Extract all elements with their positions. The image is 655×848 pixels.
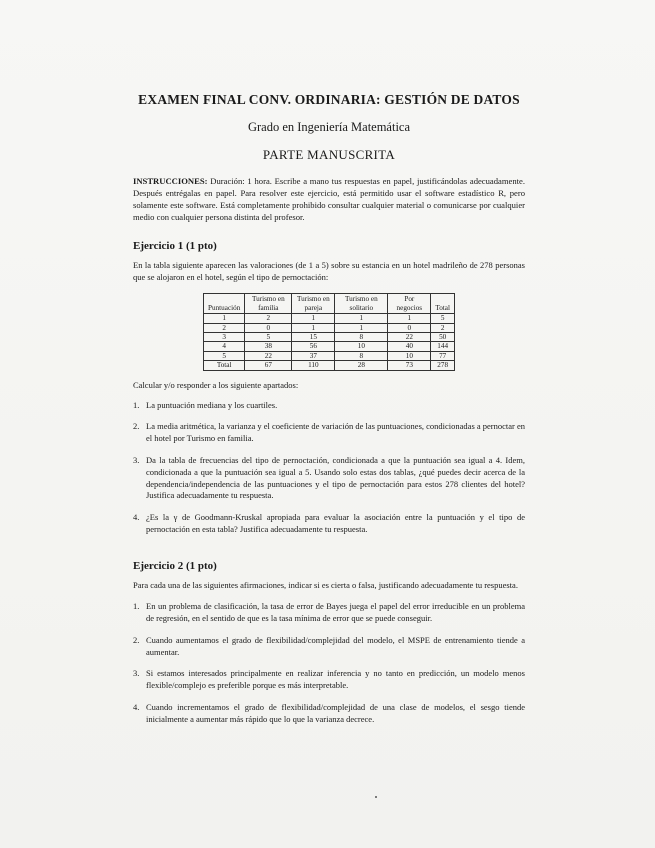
item-text: La media aritmética, la varianza y el coeficiente de variación de las puntuaciones, condicionadas a pernoctar en el hotel por Turismo en familia. [146, 421, 526, 444]
table-total-row [203, 361, 454, 370]
exercise-2-title: Ejercicio 2 (1 pto) [133, 559, 217, 572]
table-cell: 278 [431, 361, 455, 370]
table-cell: 1 [203, 314, 244, 323]
table-cell: 1 [335, 314, 388, 323]
exercise-1-intro: En la tabla siguiente aparecen las valoraciones (de 1 a 5) sobre su estancia en un hotel madrileño de 278 personas que se alojaron en el hotel, según el tipo de pernoctación: [133, 260, 525, 282]
table-cell: 0 [388, 323, 431, 332]
table-cell: 10 [388, 351, 431, 360]
table-cell: 28 [335, 361, 388, 370]
table-cell: 56 [292, 342, 335, 351]
table-cell: 3 [203, 333, 244, 342]
table-cell: 1 [335, 323, 388, 332]
table-cell: 2 [203, 323, 244, 332]
exam-title: EXAMEN FINAL CONV. ORDINARIA: GESTIÓN DE DATOS [138, 92, 520, 107]
table-cell: 8 [335, 333, 388, 342]
instructions [133, 175, 525, 223]
item-number: 1. [133, 399, 140, 410]
item-number: 4. [133, 702, 140, 713]
degree-subtitle: Grado en Ingeniería Matemática [247, 120, 411, 134]
table-cell: 15 [292, 333, 335, 342]
exam-content [133, 92, 525, 726]
list-item [133, 421, 525, 445]
exercise-2-items [133, 601, 525, 725]
item-text: Cuando incrementamos el grado de flexibilidad/complejidad de una clase de modelos, el sesgo tiende inicialmente a aumentar más rápido que lo que la varianza decrece. [146, 702, 525, 724]
list-item [133, 601, 525, 625]
list-item [133, 702, 525, 726]
item-number: 4. [133, 512, 140, 523]
table-cell: 1 [292, 323, 335, 332]
exercise-2-intro: Para cada una de las siguientes afirmaciones, indicar si es cierta o falsa, justificando adecuadamente tu respuesta. [133, 579, 518, 590]
table-header-cell: Turismo en familia [245, 294, 292, 314]
instructions-text: Duración: 1 hora. Escribe a mano tus respuestas en papel, justificándolas adecuadamente. Después entrégalas en papel. Para resolver este ejercicio, está permitido usar el software estadístico R, pero solamente este software. Está completamente prohibido consultar cualquier material o comunicarse por cualquier medio con cualquier persona distinta del profesor. [133, 176, 525, 223]
table-cell: 37 [292, 351, 335, 360]
table-header-cell: Turismo en pareja [292, 294, 335, 314]
list-item [133, 512, 525, 536]
table-row [203, 314, 454, 323]
table-cell: 73 [388, 361, 431, 370]
table-cell: 5 [245, 333, 292, 342]
table-header-row [203, 294, 454, 314]
table-cell: 22 [388, 333, 431, 342]
item-text: Cuando aumentamos el grado de flexibilidad/complejidad del modelo, el MSPE de entrenamiento tiende a aumentar. [146, 634, 525, 657]
item-text: ¿Es la γ de Goodmann-Kruskal apropiada para evaluar la asociación entre la puntuación y el tipo de pernoctación en esta tabla? Justifica adecuadamente tu respuesta. [146, 512, 525, 534]
table-header-cell: Turismo en solitario [335, 294, 388, 314]
item-text: Si estamos interesados principalmente en realizar inferencia y no tanto en predicción, un modelo menos flexible/complejo es preferible porque es más interpretable. [146, 668, 525, 691]
table-header-cell: Total [431, 294, 455, 314]
table-cell: 77 [431, 351, 455, 360]
table-row [203, 333, 454, 342]
table-header-cell: Por negocios [388, 294, 431, 314]
list-item [133, 668, 525, 692]
table-cell: 2 [431, 323, 455, 332]
table-cell: 5 [203, 351, 244, 360]
exercise-1-items [133, 400, 525, 536]
table-row [203, 342, 454, 351]
item-number: 2. [133, 634, 140, 645]
table-cell: 38 [245, 342, 292, 351]
exercise-1-title: Ejercicio 1 (1 pto) [133, 240, 217, 253]
table-cell: 67 [245, 361, 292, 370]
table-cell: 50 [431, 333, 455, 342]
table-cell: 4 [203, 342, 244, 351]
item-number: 3. [133, 455, 140, 466]
exercise-1-prompt: Calcular y/o responder a los siguiente apartados: [133, 379, 299, 390]
item-text: En un problema de clasificación, la tasa de error de Bayes juega el papel del error irreducible en un problema de regresión, en el sentido de que es la tasa mínima de error que se puede conseguir. [146, 601, 525, 624]
item-number: 1. [133, 601, 140, 612]
table-cell: 1 [292, 314, 335, 323]
list-item [133, 400, 525, 412]
item-number: 3. [133, 668, 140, 679]
item-text: Da la tabla de frecuencias del tipo de pernoctación, condicionada a que la puntuación sea igual a 4. Idem, condicionada a que la puntuación sea igual a 5. Usando solo estas dos tablas, ¿qué puedes decir acerca de la dependencia/independencia de las puntuaciones y el tipo de pernoctación para estos 278 clientes del hotel? Justifica adecuadamente tu respuesta. [146, 455, 525, 501]
item-number: 2. [133, 421, 140, 432]
table-cell: 144 [431, 342, 455, 351]
table-cell: 2 [245, 314, 292, 323]
table-cell: 10 [335, 342, 388, 351]
list-item [133, 455, 525, 502]
instructions-label: INSTRUCCIONES: [133, 176, 208, 186]
table-cell: 0 [245, 323, 292, 332]
list-item [133, 635, 525, 659]
ratings-table [203, 293, 455, 370]
item-text: La puntuación mediana y los cuartiles. [146, 399, 278, 410]
table-cell: 5 [431, 314, 455, 323]
table-row [203, 323, 454, 332]
table-row [203, 351, 454, 360]
scan-speck [375, 796, 377, 798]
table-cell: 110 [292, 361, 335, 370]
table-cell: 40 [388, 342, 431, 351]
table-cell: 8 [335, 351, 388, 360]
table-cell: 1 [388, 314, 431, 323]
part-heading: PARTE MANUSCRITA [262, 147, 396, 162]
table-header-cell: Puntuación [203, 294, 244, 314]
table-cell: 22 [245, 351, 292, 360]
table-cell: Total [203, 361, 244, 370]
